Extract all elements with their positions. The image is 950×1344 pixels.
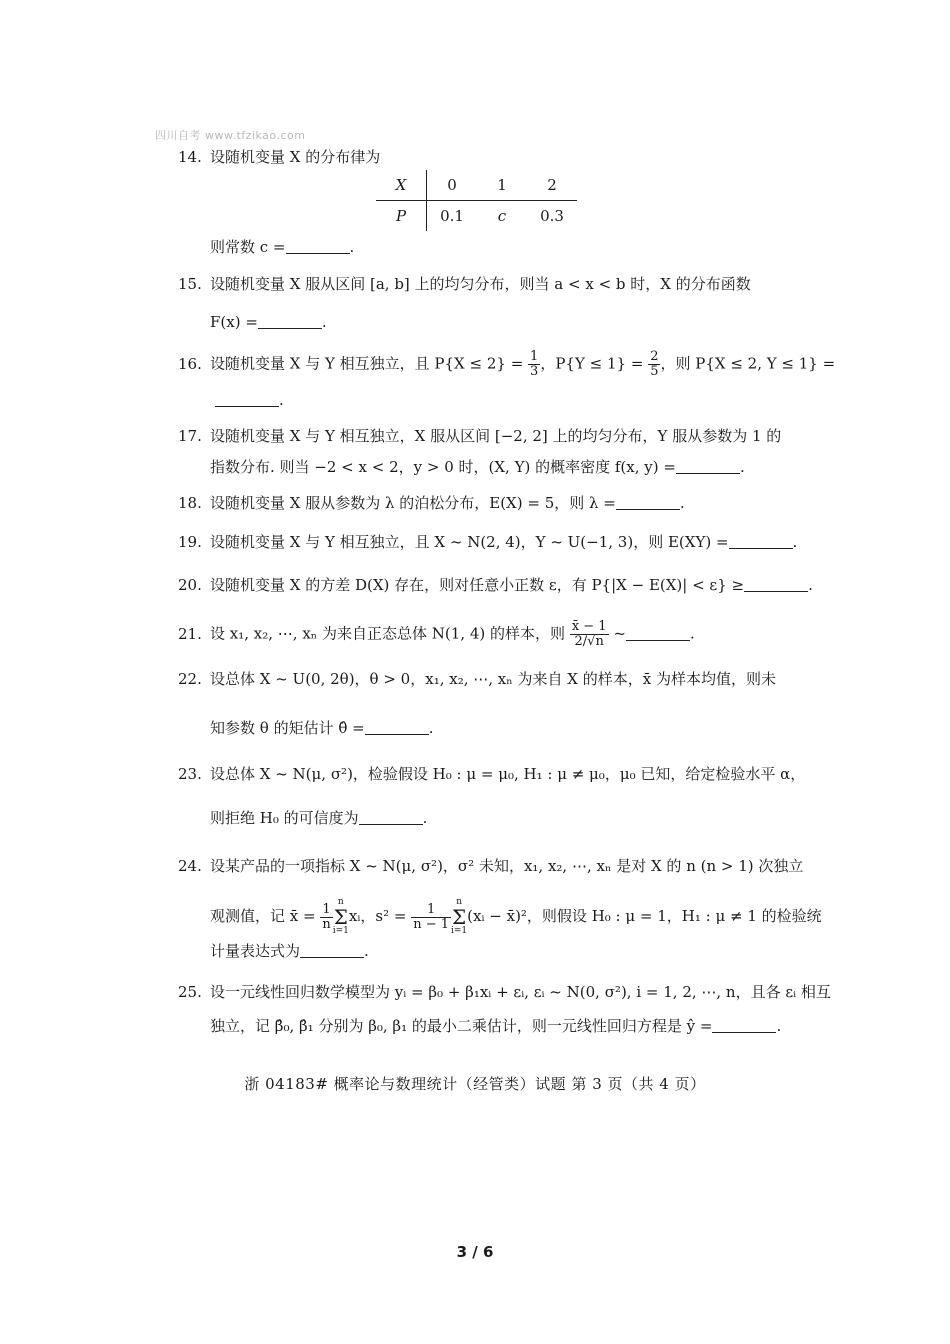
answer-blank[interactable] [365,720,429,735]
question-text: 设随机变量 X 的分布律为 [210,148,381,166]
table-cell: 0.1 [440,207,464,225]
question-22 [178,669,782,689]
question-text: 则常数 c = [210,238,286,256]
question-text: ，则 P{X ≤ 2, Y ≤ 1} = [660,354,836,373]
answer-blank[interactable] [712,1018,776,1033]
answer-blank[interactable] [215,392,279,407]
page-footer: 浙 04183# 概率论与数理统计（经管类）试题 第 3 页（共 4 页） [244,1075,706,1093]
question-number: 18. [178,494,202,512]
question-number: 16. [178,354,202,373]
question-24-line-2 [210,898,822,936]
question-text: 设总体 X ~ N(μ, σ²)，检验假设 H₀ : μ = μ₀, H₁ : μ ≠ μ₀，μ₀ 已知，给定检验水平 α， [210,765,806,783]
question-19: 19. 设随机变量 X 与 Y 相互独立，且 X ~ N(2, 4)，Y ~ U(−1, 3)，则 E(XY) = . [178,533,798,551]
table-header-cell: 2 [527,170,577,201]
question-number: 17. [178,427,202,445]
question-text: 知参数 θ 的矩估计 θ̂ = [210,719,365,737]
question-number: 23. [178,765,202,783]
question-number: 21. [178,624,202,643]
question-text: 计量表达式为 [210,942,301,960]
table-header-cell: 0 [427,170,478,201]
question-text: 设 x₁, x₂, ⋯, xₙ 为来自正态总体 N(1, 4) 的样本，则 [210,624,566,643]
question-text: ~ [613,624,626,643]
question-20: 20. 设随机变量 X 的方差 D(X) 存在，则对任意小正数 ε，有 P{|X − E(X)| < ε} ≥ . [178,576,813,594]
question-text: 设随机变量 X 与 Y 相互独立，X 服从区间 [−2, 2] 上的均匀分布，Y 服从参数为 1 的 [210,427,782,445]
question-24-line-3: 计量表达式为 . [210,942,369,960]
question-text: 设某产品的一项指标 X ~ N(μ, σ²)，σ² 未知，x₁, x₂, ⋯, xₙ 是对 X 的 n (n > 1) 次独立 [210,857,804,875]
fraction: $\frac{1}{3}$ [530,349,539,379]
table-header-cell: X [376,170,427,201]
table-cell: c [497,207,507,225]
question-text: 设随机变量 X 服从区间 [a, b] 上的均匀分布，则当 a < x < b 时，X 的分布函数 [210,275,751,293]
question-number: 15. [178,275,202,293]
summation-sign: n Σ i=1 [332,897,349,936]
page-number: 3 / 6 [456,1243,494,1261]
fraction: $\frac{1}{n - 1}$ [413,901,450,932]
table-cell: P [376,201,427,232]
question-text: 指数分布. 则当 −2 < x < 2，y > 0 时，(X, Y) 的概率密度 f(x, y) = [210,458,676,476]
watermark: 四川自考 www.tfzikao.com [155,129,306,142]
question-text: 设一元线性回归数学模型为 yᵢ = β₀ + β₁xᵢ + εᵢ, εᵢ ~ N(0, σ²), i = 1, 2, ⋯, n，且各 εᵢ 相互 [210,983,831,1001]
question-23 [178,764,806,784]
question-text: ，P{Y ≤ 1} = [540,354,644,373]
question-22-line-2: 知参数 θ 的矩估计 θ̂ = . [210,719,434,737]
question-number: 20. [178,576,202,594]
question-15-answer-line: F(x) = . [210,313,327,331]
answer-blank[interactable] [744,577,808,592]
question-text: 独立，记 β̂₀, β̂₁ 分别为 β₀, β₁ 的最小二乘估计，则一元线性回归方程是 ŷ = [210,1017,713,1035]
question-number: 14. [178,148,202,166]
question-14-answer-line: 则常数 c = . [210,238,355,256]
question-number: 19. [178,533,202,551]
question-text: 设随机变量 X 的方差 D(X) 存在，则对任意小正数 ε，有 P{|X − E(X)| < ε} ≥ [210,576,745,594]
answer-blank[interactable] [729,534,793,549]
question-text: 则拒绝 H₀ 的可信度为 [210,809,359,827]
question-24 [178,856,804,876]
question-number: 24. [178,857,202,875]
answer-blank[interactable] [258,314,322,329]
question-16 [178,349,836,379]
distribution-table [376,170,577,231]
question-text: 设随机变量 X 服从参数为 λ 的泊松分布，E(X) = 5，则 λ = [210,494,616,512]
table-header-cell: 1 [477,170,527,201]
question-15 [178,274,782,294]
question-text: xᵢ，s² = [348,907,407,925]
answer-blank[interactable] [616,495,680,510]
question-21: 21. 设 x₁, x₂, ⋯, xₙ 为来自正态总体 N(1, 4) 的样本，则 $\frac{x̄ - 1}{2/√n}$ ~ . [178,619,695,649]
fraction: $\frac{2}{5}$ [650,349,659,379]
fraction: $\frac{x̄ - 1}{2/√n}$ [571,619,607,649]
question-text: F(x) = [210,313,258,331]
answer-blank[interactable] [359,810,423,825]
fraction: $\frac{1}{n}$ [322,901,331,932]
question-17-line-2: 指数分布. 则当 −2 < x < 2，y > 0 时，(X, Y) 的概率密度 f(x, y) = . [210,458,745,476]
question-18: 18. 设随机变量 X 服从参数为 λ 的泊松分布，E(X) = 5，则 λ = . [178,494,685,512]
question-23-line-2: 则拒绝 H₀ 的可信度为 . [210,809,428,827]
question-text: 设随机变量 X 与 Y 相互独立，且 X ~ N(2, 4)，Y ~ U(−1, 3)，则 E(XY) = [210,533,729,551]
question-17 [178,426,782,446]
question-14 [178,147,782,167]
question-number: 25. [178,983,202,1001]
question-text: 观测值，记 x̄ = [210,907,316,925]
table-cell: 0.3 [540,207,564,225]
question-25-line-2: 独立，记 β̂₀, β̂₁ 分别为 β₀, β₁ 的最小二乘估计，则一元线性回归方程是 ŷ = . [210,1017,782,1035]
question-text: 设总体 X ~ U(0, 2θ)，θ > 0，x₁, x₂, ⋯, xₙ 为来自 X 的样本，x̄ 为样本均值，则未 [210,670,776,688]
answer-blank[interactable] [286,239,350,254]
answer-blank[interactable] [676,459,740,474]
answer-blank[interactable] [300,943,364,958]
question-25 [178,982,831,1002]
answer-blank[interactable] [626,626,690,641]
question-text: 设随机变量 X 与 Y 相互独立，且 P{X ≤ 2} = [210,354,524,373]
question-number: 22. [178,670,202,688]
question-text: (xᵢ − x̄)²，则假设 H₀ : μ = 1，H₁ : μ ≠ 1 的检验统 [467,907,822,925]
question-16-answer-line: . [215,390,284,410]
summation-sign: n Σ i=1 [451,897,468,936]
